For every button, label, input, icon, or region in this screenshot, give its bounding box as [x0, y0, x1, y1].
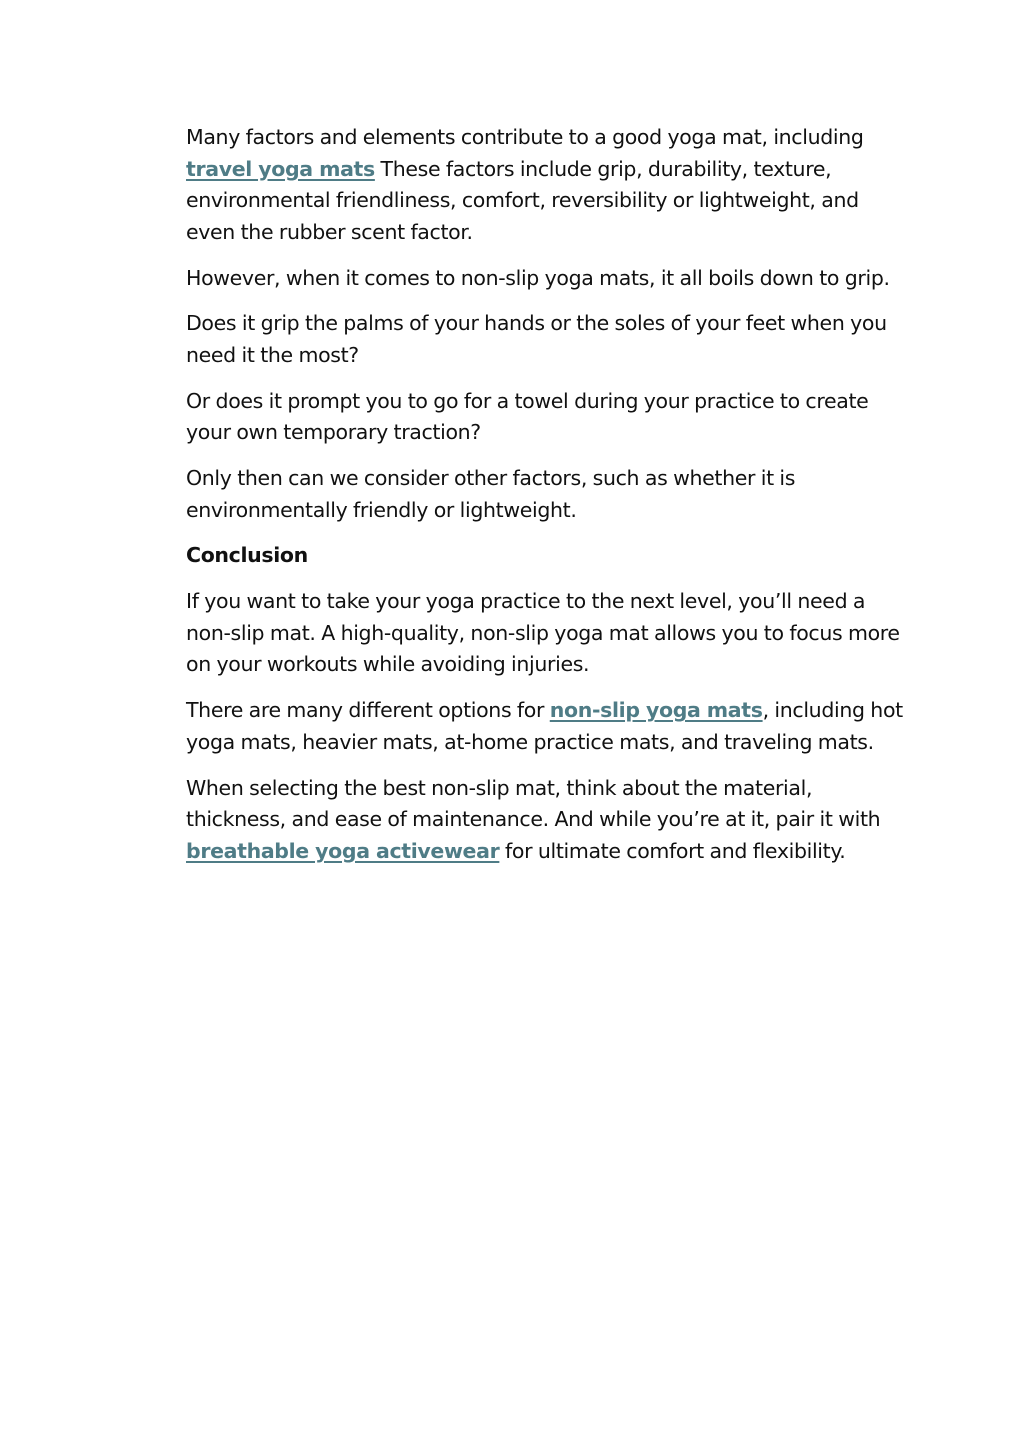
paragraph-other-factors: Only then can we consider other factors, such as whether it is environmentally friendly or lightweight.	[186, 466, 796, 522]
paragraph-text: When selecting the best non-slip mat, think about the material, thickness, and ease of maintenance. And while you’re at it, pair it with	[186, 775, 881, 832]
conclusion-heading: Conclusion	[186, 543, 308, 568]
paragraph-grip: However, when it comes to non-slip yoga mats, it all boils down to grip.	[186, 265, 890, 290]
document-body	[186, 122, 906, 882]
paragraph-selecting	[186, 773, 906, 868]
paragraph-text: , including hot yoga mats, heavier mats, at-home practice mats, and traveling mats.	[186, 698, 903, 754]
travel-yoga-mats-link[interactable]: travel yoga mats	[186, 156, 375, 181]
breathable-yoga-activewear-link[interactable]: breathable yoga activewear	[186, 838, 500, 863]
non-slip-yoga-mats-link[interactable]: non-slip yoga mats	[549, 698, 763, 723]
paragraph-text: There are many different options for	[186, 698, 550, 723]
paragraph-factors	[186, 122, 906, 248]
paragraph-text: These factors include grip, durability, texture, environmental friendliness, comfort, reversibility or lightweight, and even the rubber scent factor.	[186, 156, 859, 244]
paragraph-text: Many factors and elements contribute to a good yoga mat, including	[186, 125, 864, 149]
paragraph-options	[186, 695, 906, 758]
paragraph-text: for ultimate comfort and flexibility.	[499, 838, 846, 863]
paragraph-grip-question: Does it grip the palms of your hands or the soles of your feet when you need it the most?	[186, 311, 887, 367]
paragraph-conclusion: If you want to take your yoga practice to the next level, you’ll need a non-slip mat. A high-quality, non-slip yoga mat allows you to focus more on your workouts while avoiding injuries.	[186, 589, 900, 677]
paragraph-towel-question: Or does it prompt you to go for a towel during your practice to create your own temporary traction?	[186, 388, 869, 445]
